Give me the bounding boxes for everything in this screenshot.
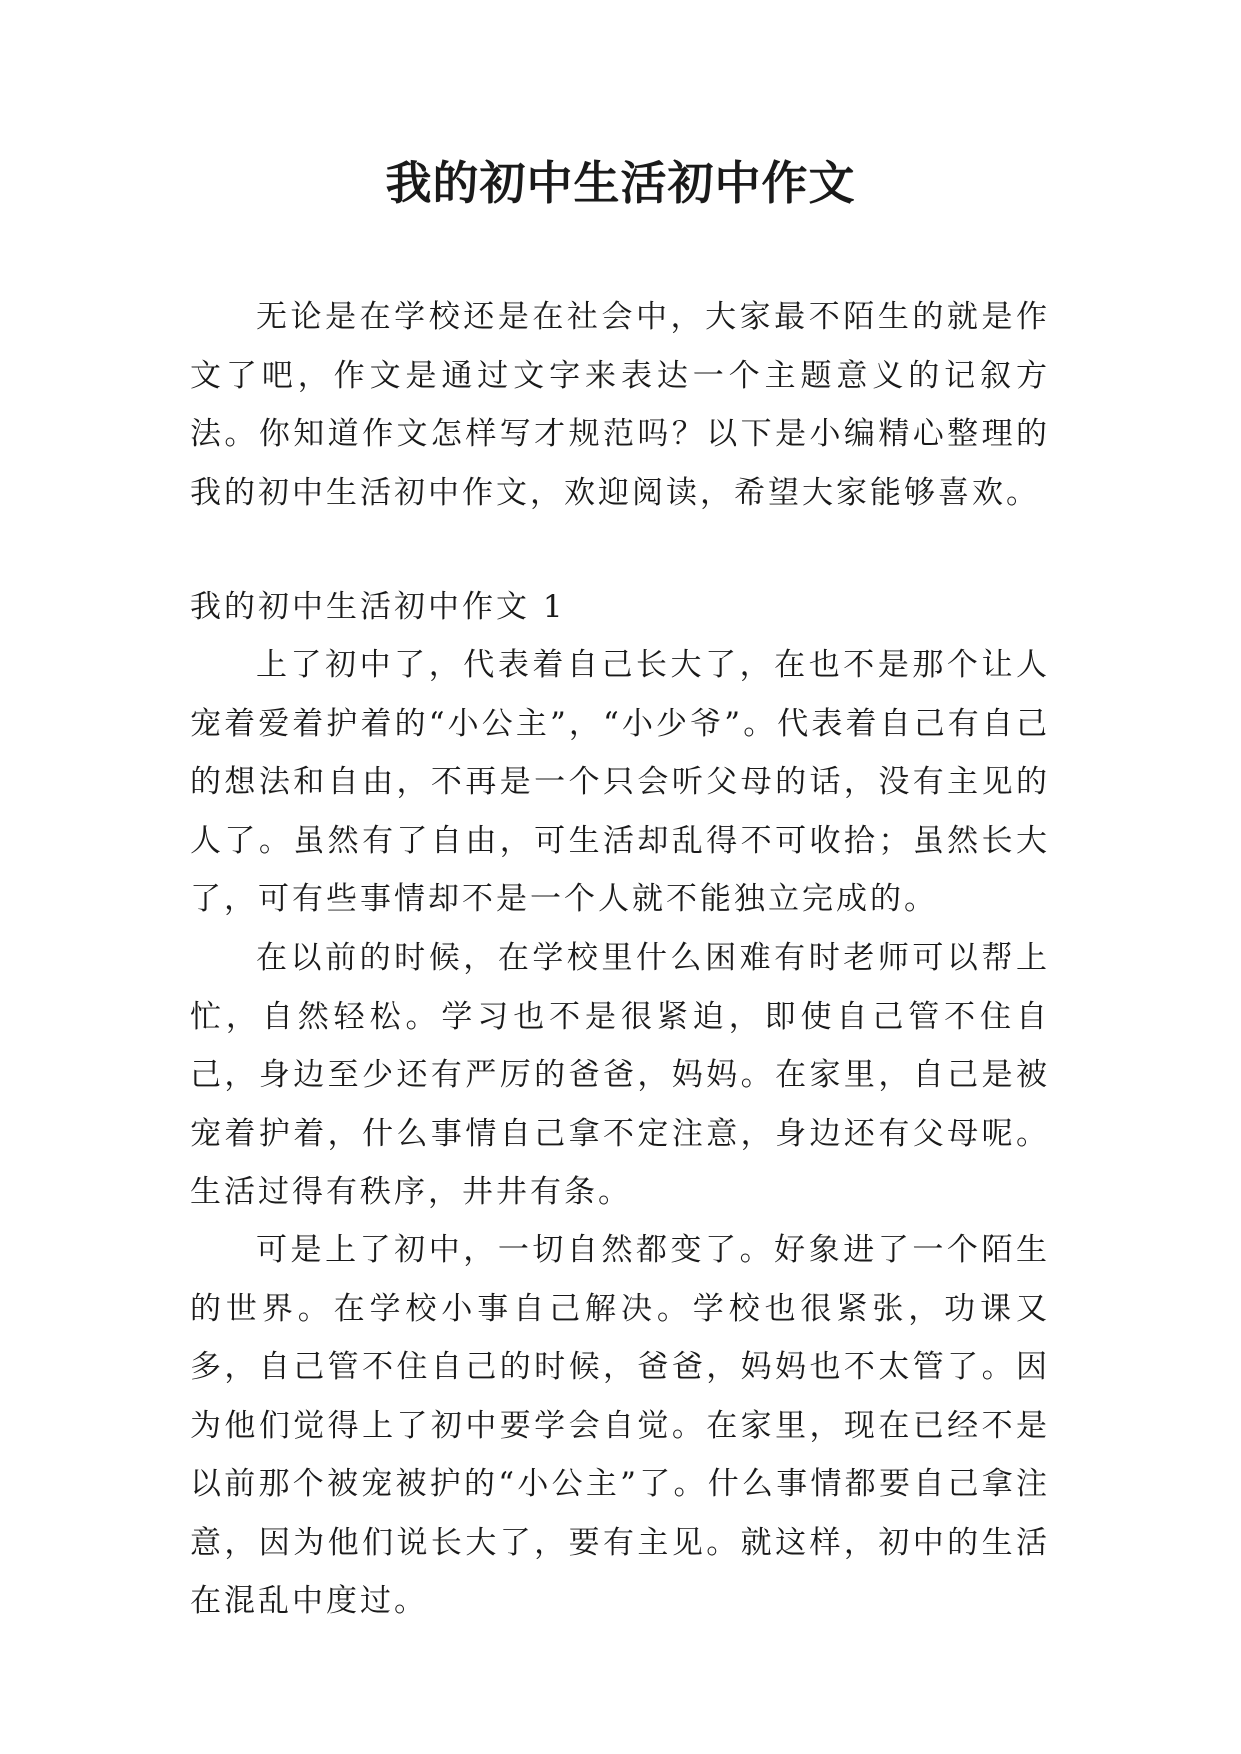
- document-title: 我的初中生活初中作文: [385, 156, 856, 210]
- body-paragraph-1: 上了初中了，代表着自己长大了，在也不是那个让人宠着爱着护着的“小公主”，“小少爷”。代表着自己有自己的想法和自由，不再是一个只会听父母的话，没有主见的人了。虽然有了自由，可生活却乱得不可收拾；虽然长大了，可有些事情却不是一个人就不能独立完成的。: [190, 647, 1050, 917]
- body-paragraph-2: 在以前的时候，在学校里什么困难有时老师可以帮上忙，自然轻松。学习也不是很紧迫，即使自己管不住自己，身边至少还有严厉的爸爸，妈妈。在家里，自己是被宠着护着，什么事情自己拿不定注意，身边还有父母呢。生活过得有秩序，井井有条。: [190, 940, 1050, 1210]
- intro-paragraph: 无论是在学校还是在社会中，大家最不陌生的就是作文了吧，作文是通过文字来表达一个主题意义的记叙方法。你知道作文怎样写才规范吗？以下是小编精心整理的我的初中生活初中作文，欢迎阅读，希望大家能够喜欢。: [190, 299, 1050, 511]
- section-heading: 我的初中生活初中作文 1: [190, 589, 566, 625]
- body-paragraph-3: 可是上了初中，一切自然都变了。好象进了一个陌生的世界。在学校小事自己解决。学校也很紧张，功课又多，自己管不住自己的时候，爸爸，妈妈也不太管了。因为他们觉得上了初中要学会自觉。在家里，现在已经不是以前那个被宠被护的“小公主”了。什么事情都要自己拿注意，因为他们说长大了，要有主见。就这样，初中的生活在混乱中度过。: [190, 1232, 1050, 1619]
